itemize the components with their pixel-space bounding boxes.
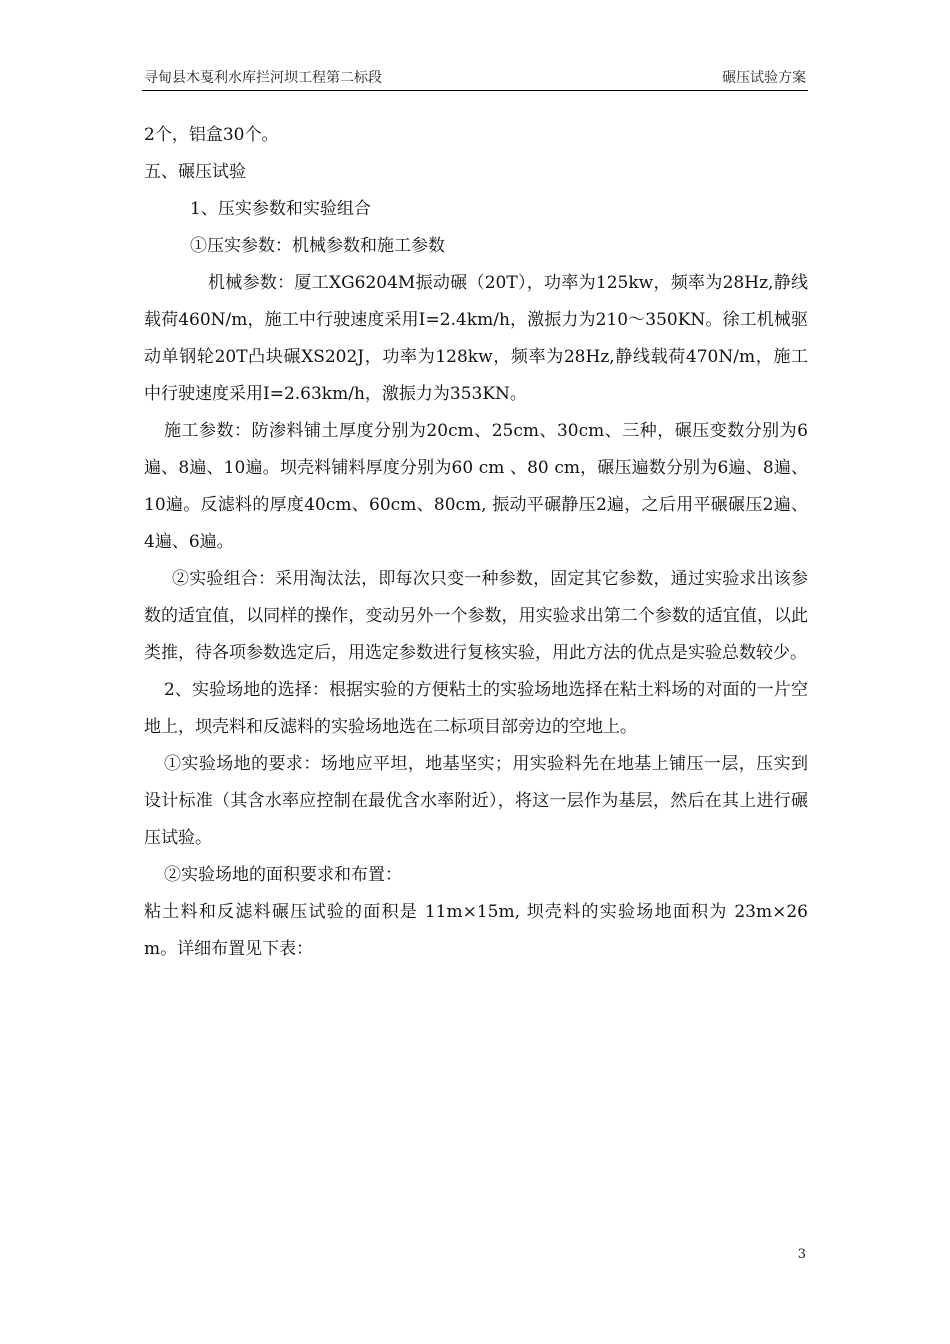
paragraph-site-selection: 2、实验场地的选择：根据实验的方便粘土的实验场地选择在粘土料场的对面的一片空地上，坝壳料和反滤料的实验场地选在二标项目部旁边的空地上。 bbox=[144, 680, 808, 737]
page-number: 3 bbox=[797, 1247, 806, 1262]
page-header bbox=[142, 68, 808, 91]
paragraph-machine-parameters: 机械参数：厦工XG6204M振动碾（20T），功率为125kw，频率为28Hz,静线载荷460N/m，施工中行驶速度采用Ⅰ=2.4km/h，激振力为210～350KN。徐工机械驱动单钢轮20T凸块碾XS202J，功率为128kw，频率为28Hz,静线载荷470N/m，施工中行驶速度采用Ⅰ=2.63km/h，激振力为353KN。 bbox=[144, 273, 808, 404]
section-heading-rolling-test: 五、碾压试验 bbox=[144, 162, 246, 182]
header-project-title: 寻甸县木戛利水库拦河坝工程第二标段 bbox=[144, 70, 382, 86]
paragraph-compaction-parameters: ①压实参数：机械参数和施工参数 bbox=[190, 236, 445, 256]
paragraph-test-combination: ②实验组合：采用淘汰法，即每次只变一种参数，固定其它参数，通过实验求出该参数的适宜值，以同样的操作，变动另外一个参数，用实验求出第二个参数的适宜值，以此类推，待各项参数选定后，用选定参数进行复核实验，用此方法的优点是实验总数较少。 bbox=[144, 569, 808, 663]
paragraph-materials-end: 2个，铝盒30个。 bbox=[144, 125, 279, 145]
header-document-title: 碾压试验方案 bbox=[722, 70, 806, 86]
paragraph-site-requirements: ①实验场地的要求：场地应平坦，地基坚实；用实验料先在地基上铺压一层，压实到设计标准（其含水率应控制在最优含水率附近），将这一层作为基层，然后在其上进行碾压试验。 bbox=[144, 754, 808, 848]
document-body bbox=[144, 117, 808, 968]
subsection-heading-parameters: 1、压实参数和实验组合 bbox=[190, 199, 371, 219]
paragraph-area-layout-heading: ②实验场地的面积要求和布置： bbox=[164, 865, 402, 885]
paragraph-area-details: 粘土料和反滤料碾压试验的面积是 11m×15m, 坝壳料的实验场地面积为 23m×26 m。详细布置见下表： bbox=[144, 902, 808, 959]
paragraph-construction-parameters: 施工参数：防渗料铺土厚度分别为20cm、25cm、30cm、三种，碾压变数分别为6遍、8遍、10遍。坝壳料铺料厚度分别为60 cm 、80 cm，碾压遍数分别为6遍、8遍、10遍。反滤料的厚度40cm、60cm、80cm, 振动平碾静压2遍，之后用平碾碾压2遍、4遍、6遍。 bbox=[144, 421, 808, 552]
